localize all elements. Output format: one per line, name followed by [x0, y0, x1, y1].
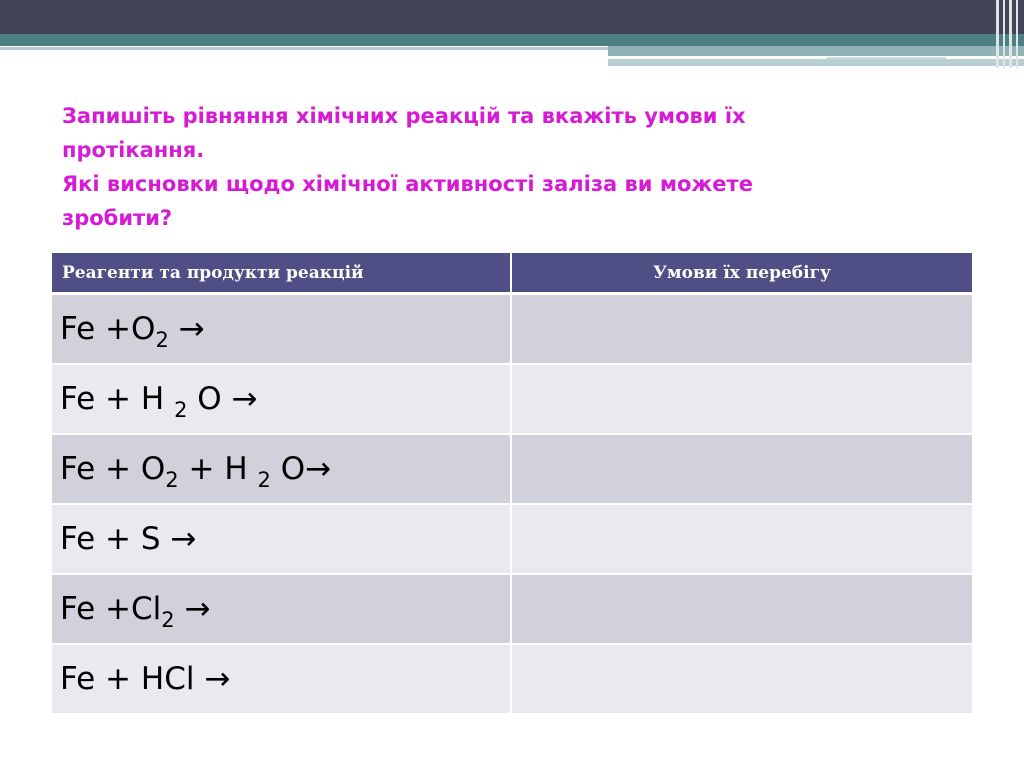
table-row	[52, 575, 972, 645]
slide-light-band	[608, 46, 1024, 56]
header-conditions: Умови їх перебігу	[512, 253, 972, 295]
slide-vertical-stripes	[994, 0, 1024, 68]
title-line-2: протікання.	[62, 138, 205, 162]
reaction-equation: $Fe +O_2$ →	[52, 295, 512, 365]
reaction-condition-cell	[512, 365, 972, 435]
slide-title	[62, 99, 922, 235]
table-header-row	[52, 253, 972, 295]
table-row	[52, 645, 972, 715]
table-row	[52, 365, 972, 435]
slide-light-band-2	[608, 59, 1024, 66]
slide-decor-line	[0, 47, 608, 50]
reactions-table	[52, 253, 972, 715]
slide-teal-band	[0, 34, 1024, 46]
reaction-equation: Fe + H $_2$ O →	[52, 365, 512, 435]
reaction-condition-cell	[512, 435, 972, 505]
reaction-condition-cell	[512, 295, 972, 365]
reaction-equation: $Fe + O_2 + H$ $_2$ O→	[52, 435, 512, 505]
title-line-4: зробити?	[62, 206, 173, 230]
title-line-1: Запишіть рівняння хімічних реакцій та вкажіть умови їх	[62, 104, 746, 128]
reaction-equation: Fe + S →	[52, 505, 512, 575]
reaction-condition-cell	[512, 645, 972, 715]
header-reagents: Реагенти та продукти реакцій	[52, 253, 512, 295]
reaction-condition-cell	[512, 575, 972, 645]
table-row	[52, 505, 972, 575]
slide-top-bar	[0, 0, 1024, 34]
reaction-condition-cell	[512, 505, 972, 575]
slide-decor-thin-line	[826, 57, 946, 59]
table-row	[52, 435, 972, 505]
title-line-3: Які висновки щодо хімічної активності заліза ви можете	[62, 172, 753, 196]
reaction-equation: $Fe +Cl_2$ →	[52, 575, 512, 645]
table-row	[52, 295, 972, 365]
reaction-equation: Fe + HCl →	[52, 645, 512, 715]
